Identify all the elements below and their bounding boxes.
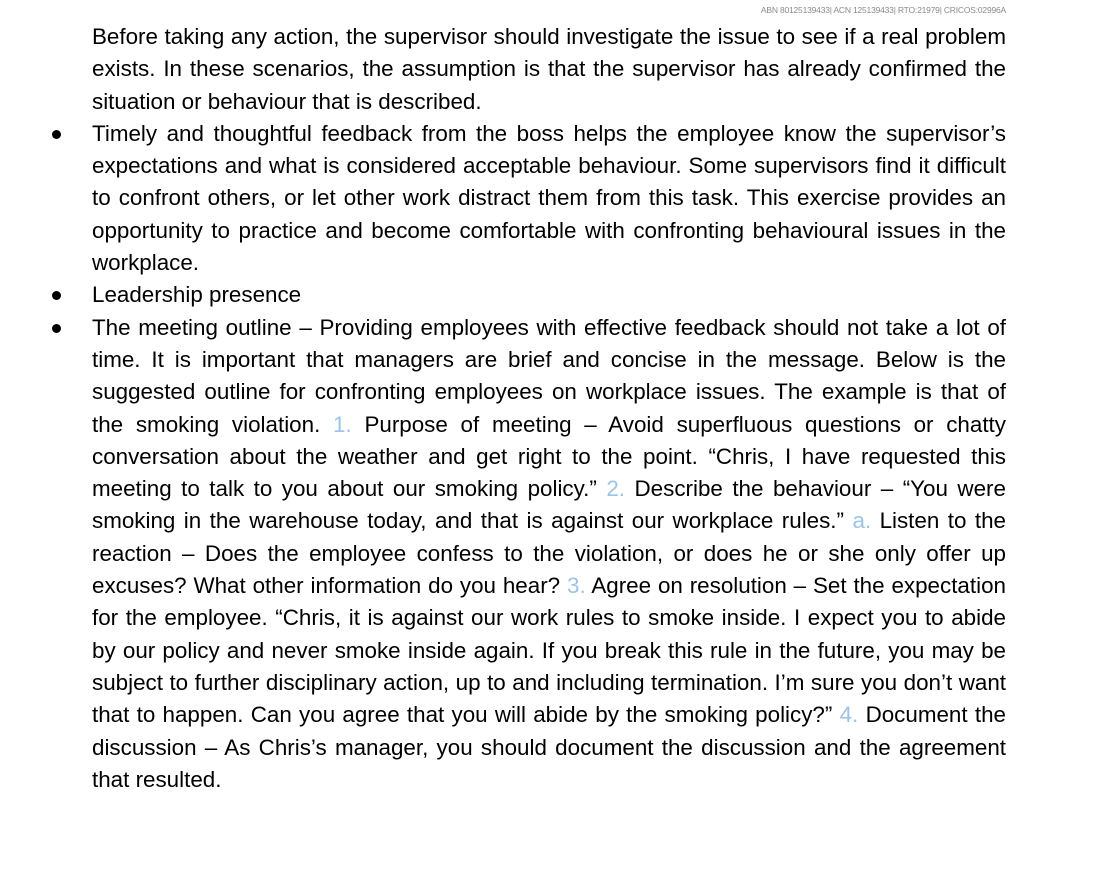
step-number-2: 2. <box>606 476 626 502</box>
bullet-item-meeting-outline <box>92 312 1006 796</box>
step-number-3: 3. <box>567 573 586 599</box>
step-number-4: 4. <box>839 702 859 728</box>
header-registration: ABN 80125139433| ACN 125139433| RTO:21979| CRICOS:02996A <box>760 5 1006 15</box>
bullet-item-leadership <box>92 279 1006 311</box>
step-1-text: Purpose of meeting – Avoid superfluous questions or chatty conversation about the weather and get right to the point. “Chris, I have requested this meeting to talk to you about our smoking policy.” <box>92 411 1006 502</box>
intro-paragraph: Before taking any action, the supervisor should investigate the issue to see if a real problem exists. In these scenarios, the assumption is that the supervisor has already confirmed the situation or behaviour that is described. <box>92 24 1006 114</box>
step-4-text: Document the discussion – As Chris’s manager, you should document the discussion and the agreement that resulted. <box>92 702 1006 792</box>
bullet-icon <box>52 130 61 139</box>
step-number-1: 1. <box>333 411 352 437</box>
bullet-icon <box>52 324 61 333</box>
bullet-list <box>92 118 1006 796</box>
step-3-text: Agree on resolution – Set the expectation for the employee. “Chris, it is against our work rules to smoke inside. I expect you to abide by our policy and never smoke inside again. If you break this rule in the future, you may be subject to further disciplinary action, up to and including termination. I’m sure you don’t want that to happen. Can you agree that you will abide by the smoking policy?” <box>92 573 1006 728</box>
bullet-icon <box>52 291 61 300</box>
step-2-text: Describe the behaviour – “You were smoking in the warehouse today, and that is against our workplace rules.” <box>92 476 1006 534</box>
bullet-item-feedback <box>92 118 1006 279</box>
bullet-text: Leadership presence <box>92 282 302 308</box>
step-number-a: a. <box>852 508 872 534</box>
bullet-text: Timely and thoughtful feedback from the boss helps the employee know the supervisor’s expectations and what is considered acceptable behaviour. Some supervisors find it difficult to confront others, or let other work distract them from this task. This exercise provides an opportunity to practice and become comfortable with confronting behavioural issues in the workplace. <box>92 120 1006 276</box>
step-a-text: Listen to the reaction – Does the employee confess to the violation, or does he or she only offer up excuses? What other information do you hear? <box>92 508 1006 599</box>
document-body <box>92 21 1006 796</box>
meeting-intro: The meeting outline – Providing employees with effective feedback should not take a lot of time. It is important that managers are brief and concise in the message. Below is the suggested outline for confronting employees on workplace issues. The example is that of the smoking violation. <box>92 314 1006 437</box>
